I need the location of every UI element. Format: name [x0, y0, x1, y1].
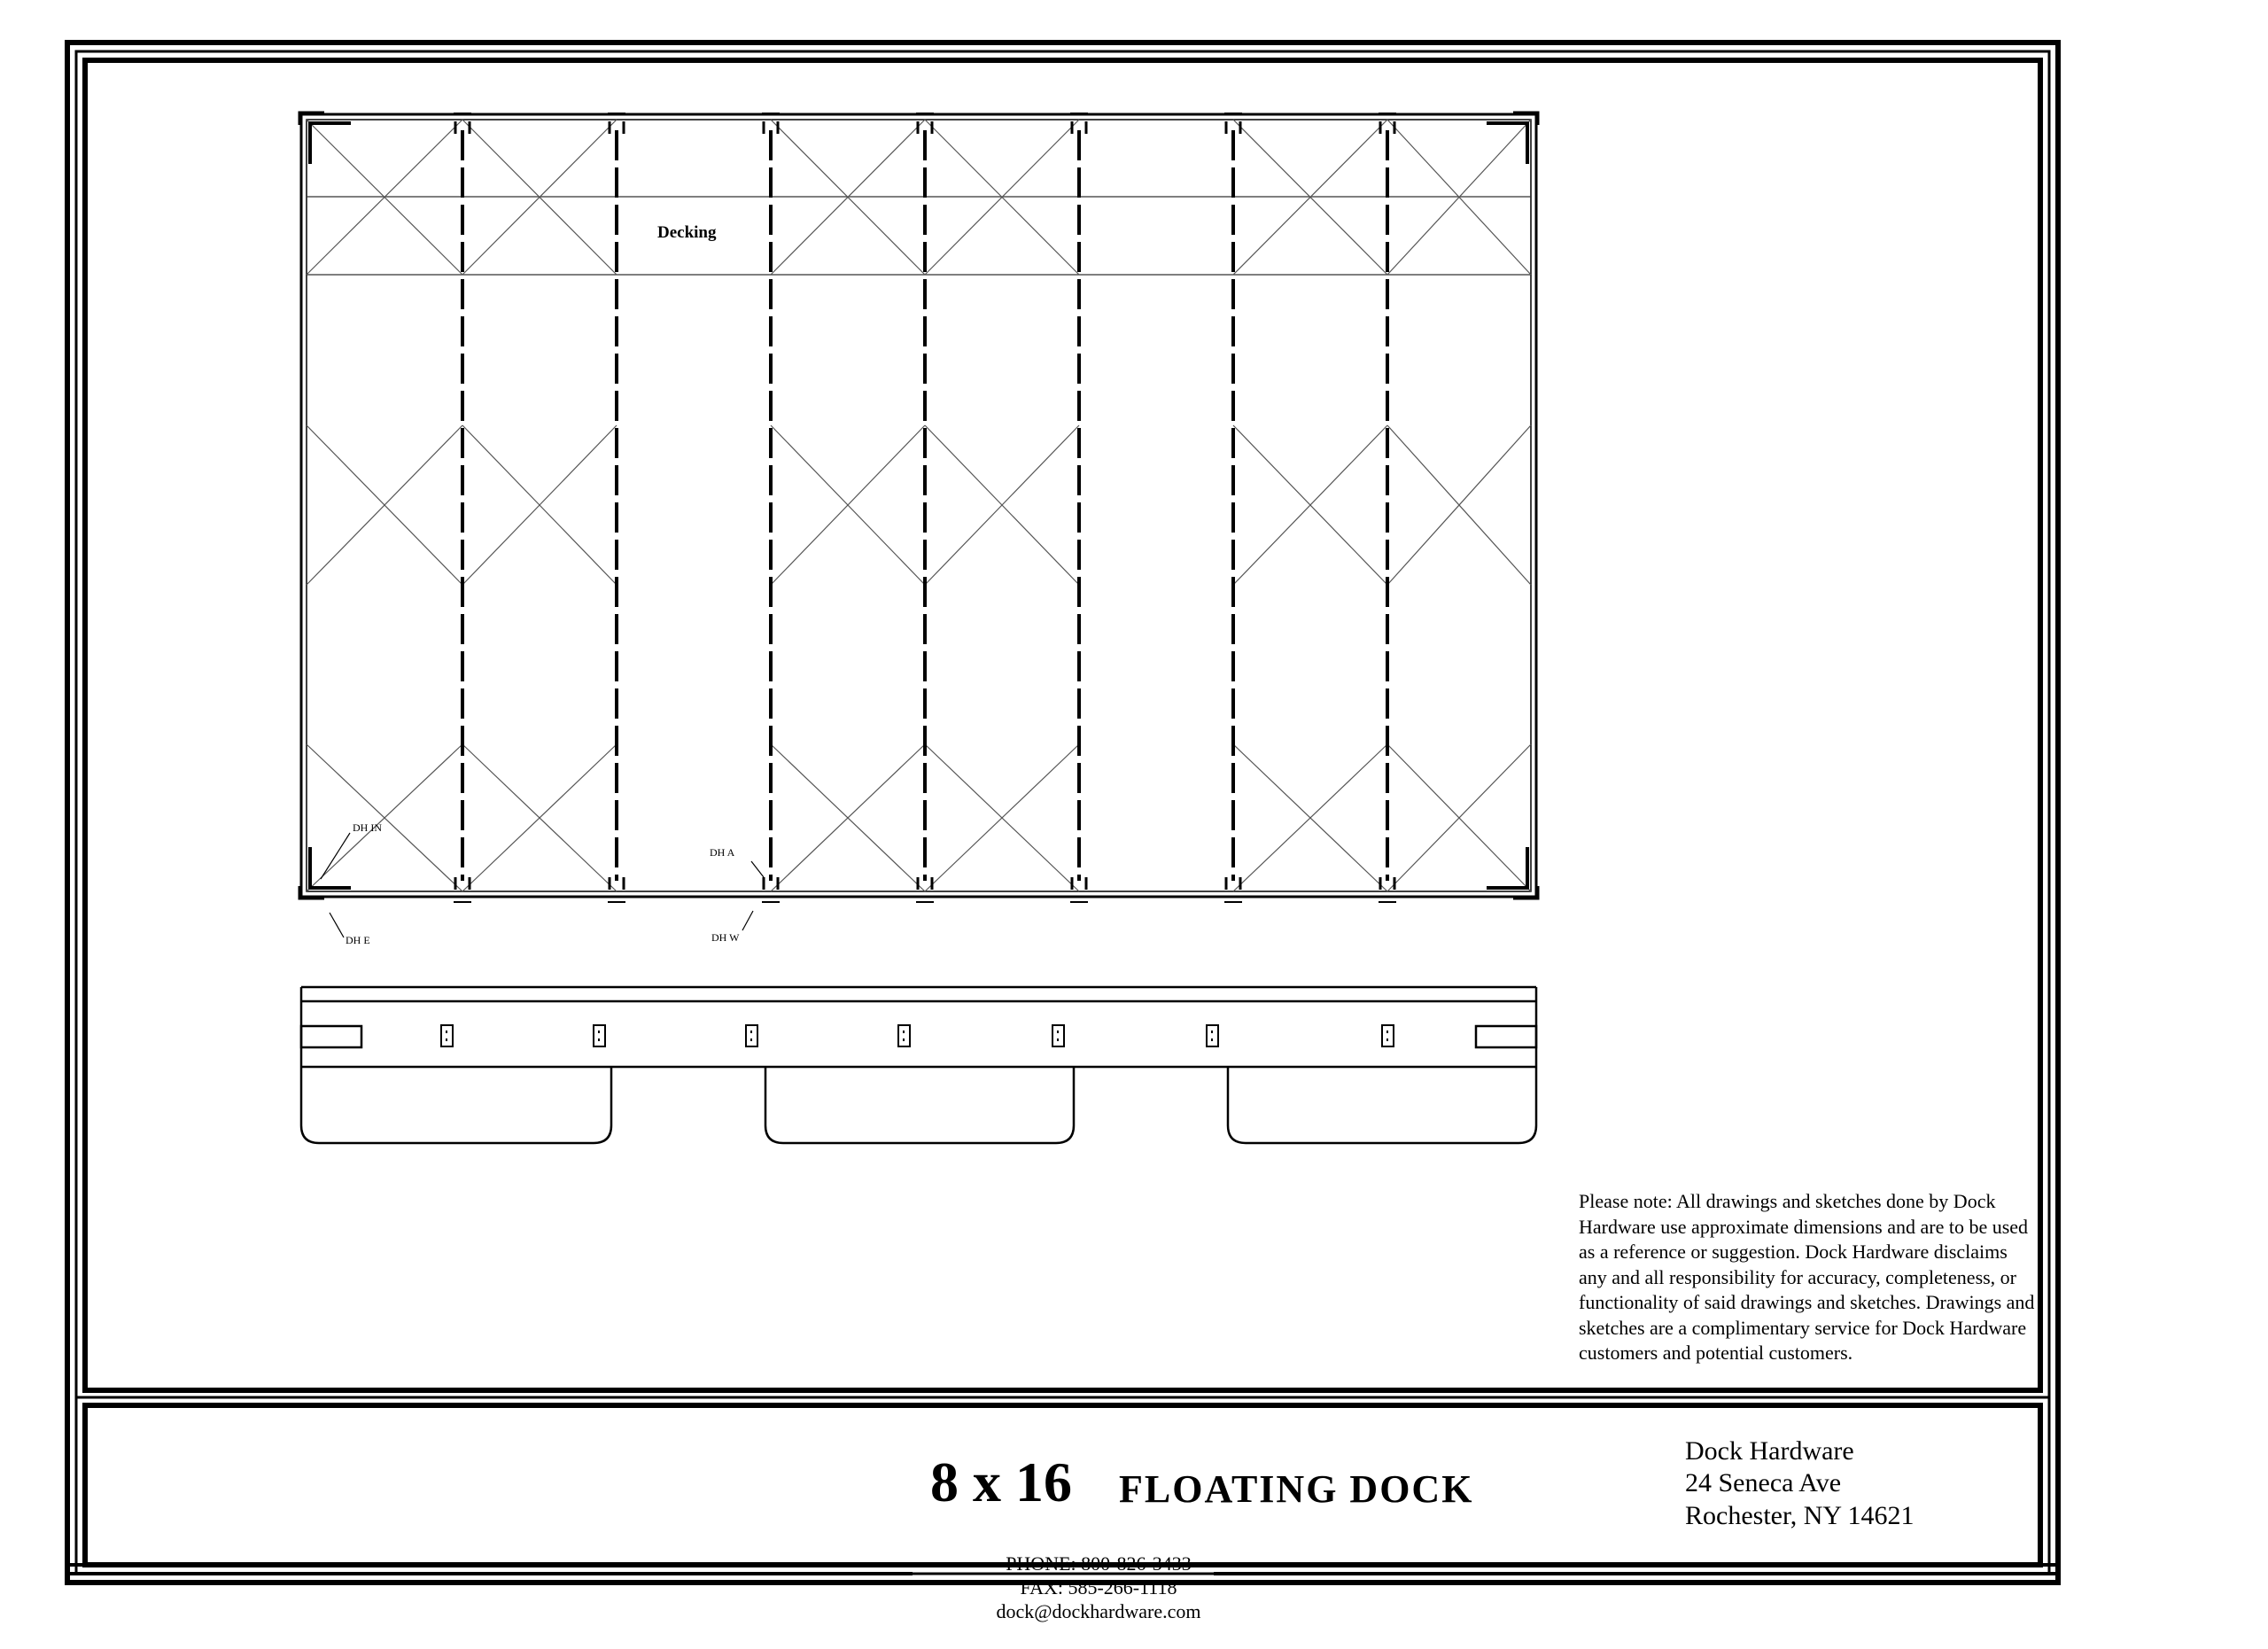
company-street: 24 Seneca Ave: [1685, 1468, 1842, 1497]
disclaimer-note: Please note: All drawings and sketches done by Dock Hardware use approximate dimensions and are to be used as a reference or suggestion. Dock Hardware disclaims any and all responsibility for accuracy, completeness, or functionality of said drawings and sketches. Drawings and sketches are a complimentary service for Dock Hardware customers and potential customers.: [1579, 1190, 2035, 1364]
dock-stringers: [462, 130, 1387, 881]
float-drum: [301, 1067, 611, 1143]
company-city: Rochester, NY 14621: [1685, 1501, 1915, 1530]
label-dh-w: DH W: [711, 931, 740, 944]
label-dh-in: DH IN: [353, 821, 382, 834]
dock-size: 8 x 16: [930, 1451, 1072, 1513]
company-name: Dock Hardware: [1685, 1436, 1854, 1466]
dock-name: FLOATING DOCK: [1119, 1467, 1474, 1511]
label-decking: Decking: [657, 223, 717, 242]
end-block: [594, 1025, 605, 1046]
corner-brackets: [299, 113, 1538, 902]
float-drum: [765, 1067, 1074, 1143]
contact-phone: PHONE: 800-826-3433: [1006, 1552, 1192, 1575]
float-drum: [1228, 1067, 1536, 1143]
end-block: [746, 1025, 757, 1046]
end-block: [1052, 1025, 1064, 1046]
contact-fax: FAX: 585-266-1118: [1020, 1576, 1177, 1598]
end-block: [1382, 1025, 1394, 1046]
plan-view: [299, 113, 1538, 902]
label-dh-a: DH A: [710, 846, 735, 859]
contact-email: dock@dockhardware.com: [996, 1600, 1201, 1622]
end-block: [1207, 1025, 1218, 1046]
float-drums: [301, 1067, 1536, 1143]
end-block: [898, 1025, 910, 1046]
cross-bracing: [307, 120, 1531, 891]
label-dh-e: DH E: [346, 934, 370, 946]
stringer-end-blocks: [441, 1025, 1394, 1046]
end-block: [441, 1025, 453, 1046]
elevation-view: [301, 987, 1536, 1143]
callout-lines: [321, 833, 764, 937]
